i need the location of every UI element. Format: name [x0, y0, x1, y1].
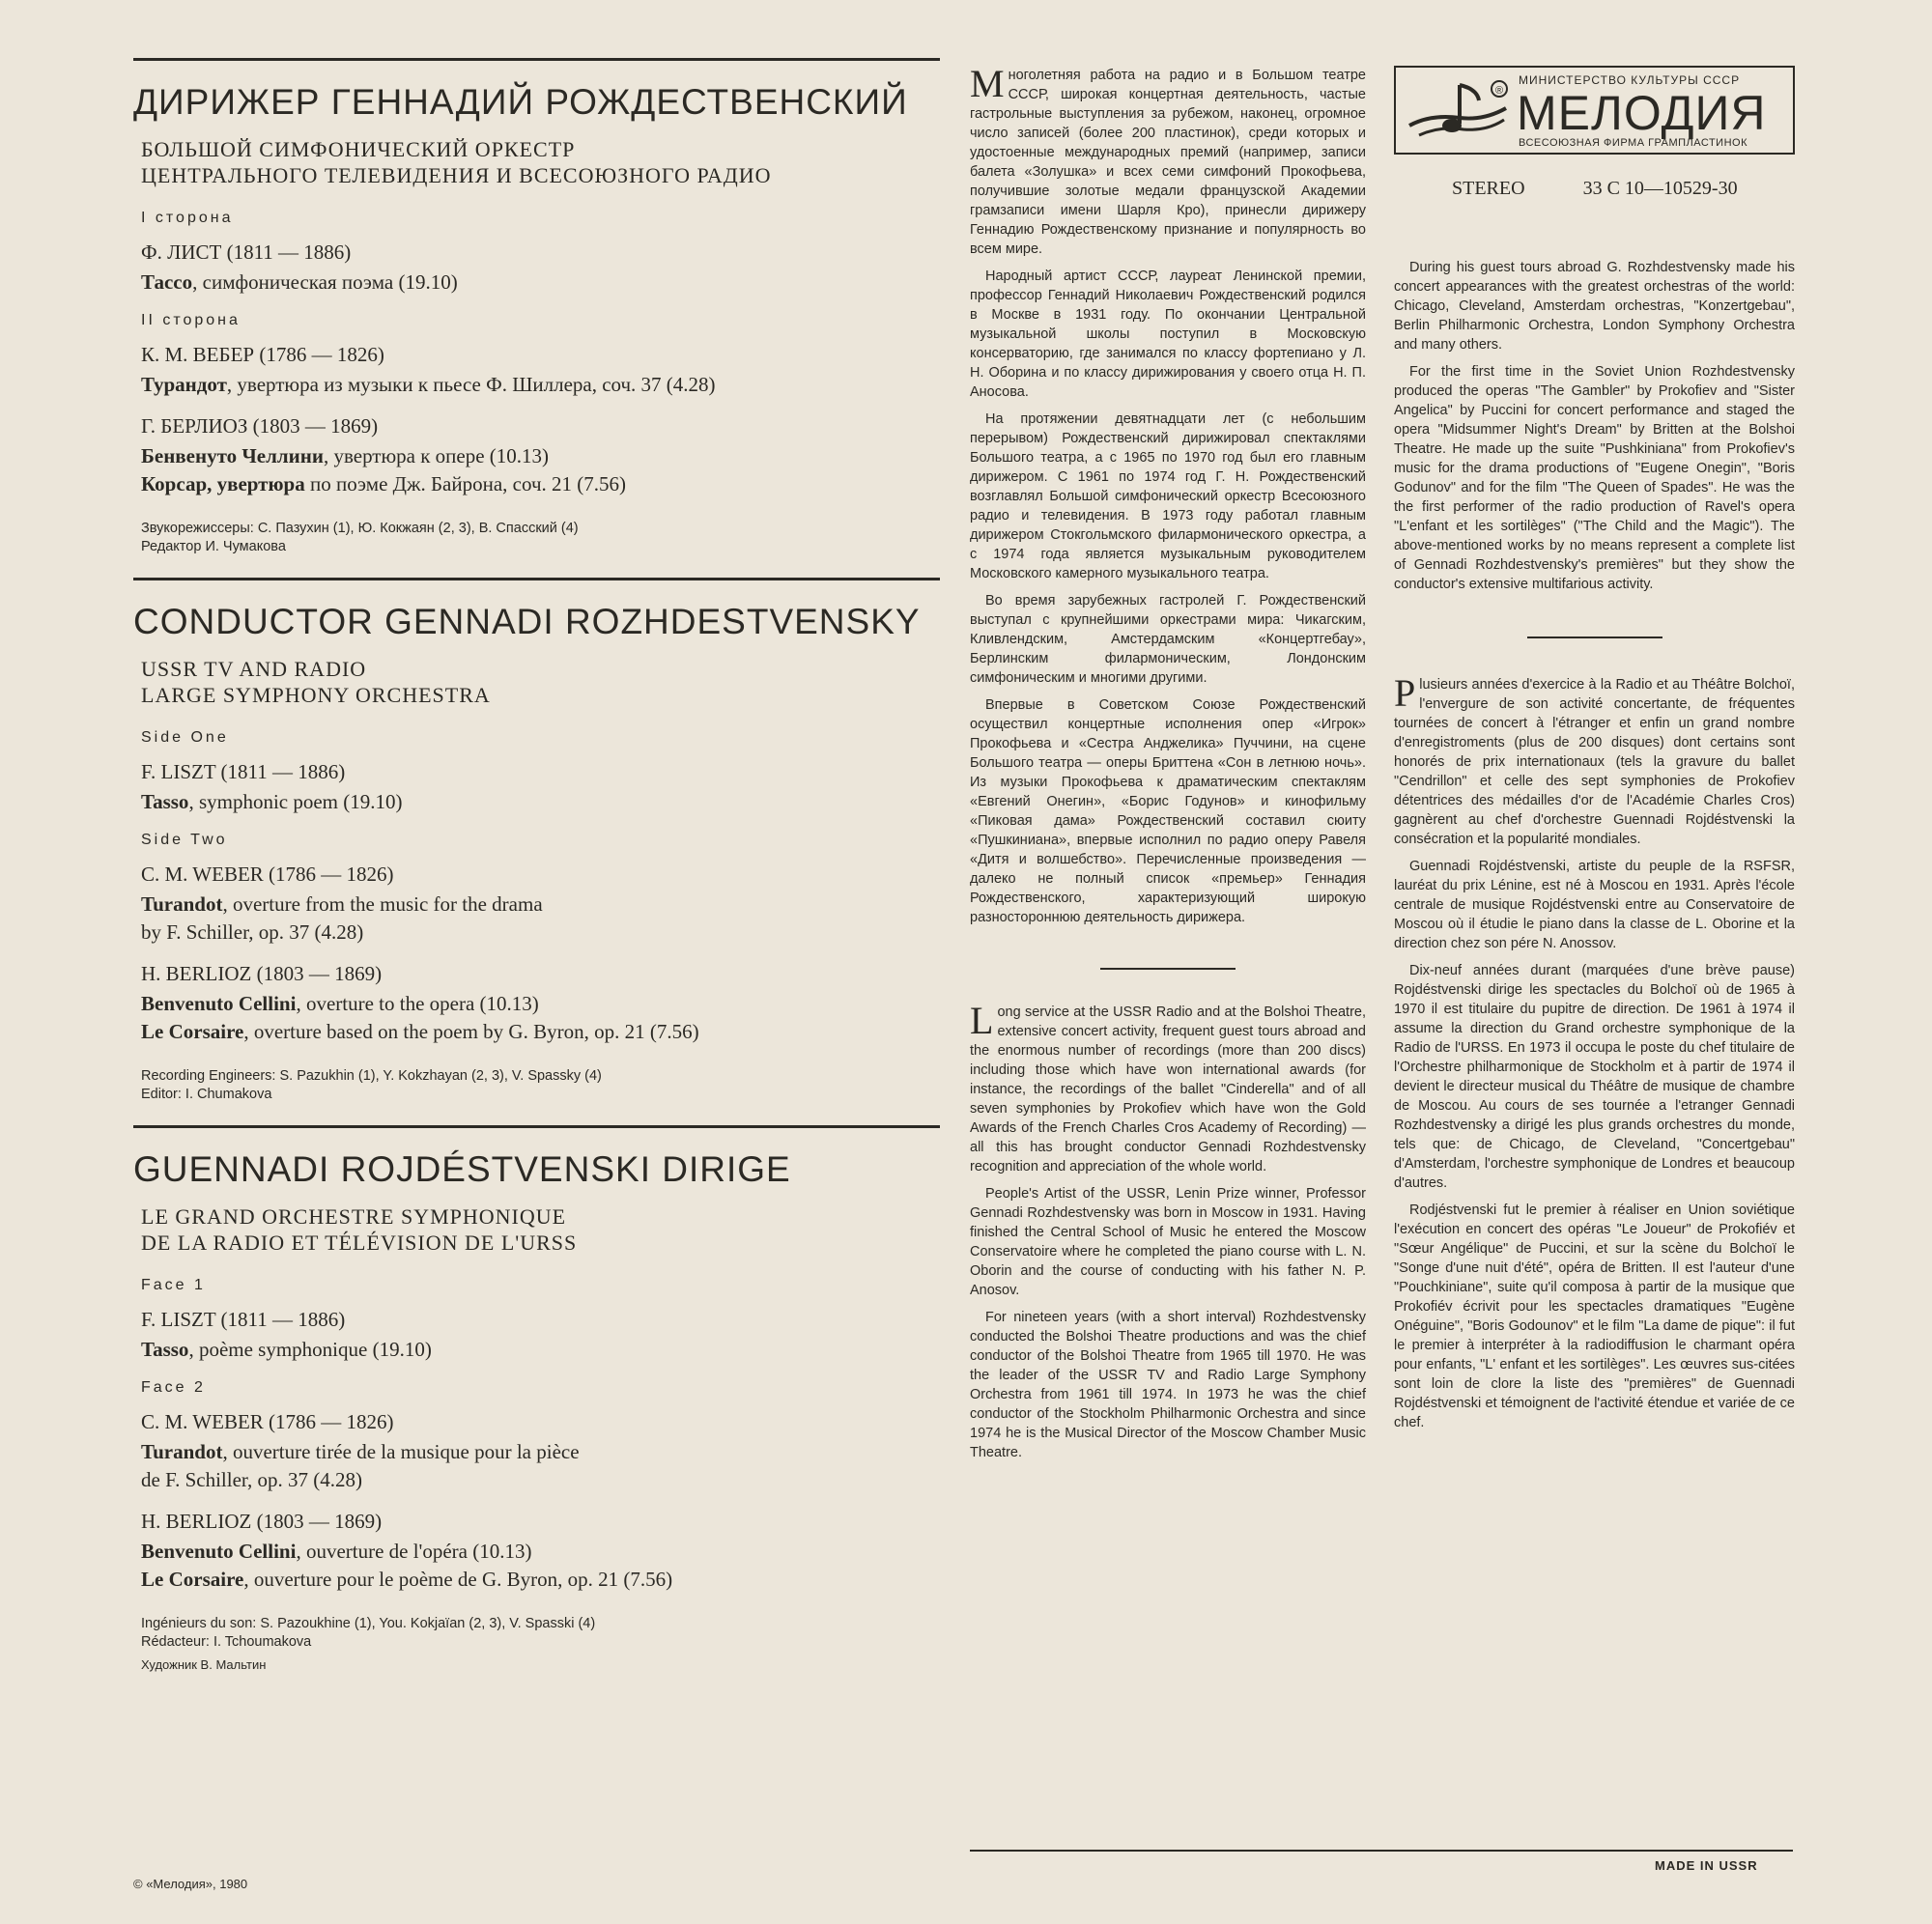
- paragraph: На протяжении девятнадцати лет (с небольшим перерывом) Рождественский дирижировал спектаклями Большого театра, а с 1965 по 1970 год был его главным дирижером. С 1961 по 1974 год Г. Н. Рождественский возглавлял Большой симфонический оркестр Всесоюзного радио и телевидения. В 1973 году работал главным дирижером Стокгольмского филармонического оркестра, а с 1974 года является музыкальным руководителем Московского камерного музыкального театра.: [970, 411, 1366, 581]
- side-label: Side One: [141, 729, 229, 746]
- divider: [133, 578, 940, 580]
- paragraph: Впервые в Советском Союзе Рождественский осуществил концертные исполнения опер «Игрок» Прокофьева и «Сестра Анджелика» Пуччини, на сцене Большого театра — оперы Бриттена «Сон в летнюю ночь». Из музыки Прокофьева к драматическим спектаклям «Евгений Онегин», «Борис Годунов» и кинофильму «Пиковая дама» Рождественский составил сюиту «Пушкиниана», впервые исполнил по радио оперу Равеля «Дитя и волшебство». Перечисленные произведения — далеко не полный список «премьер» Геннадия Рождественского, характеризующий широкую разностороннюю деятельность дирижера.: [970, 697, 1366, 925]
- orchestra-line: DE LA RADIO ET TÉLÉVISION DE L'URSS: [141, 1231, 578, 1255]
- work: Le Corsaire, overture based on the poem by G. Byron, op. 21 (7.56): [141, 1020, 699, 1043]
- paragraph: For nineteen years (with a short interval) Rozhdestvensky conducted the Bolshoi Theatre productions and was the chief conductor of the Bolshoi Theatre from 1965 till 1970. He was the leader of the USSR TV and Radio Large Symphony Orchestra from 1961 till 1974. In 1973 he was the chief conductor of the Stockholm Philharmonic Orchestra and since 1974 he is the Musical Director of the Moscow Chamber Music Theatre.: [970, 1310, 1366, 1460]
- editor-credit: Редактор И. Чумакова: [141, 539, 286, 554]
- dropcap: L: [970, 999, 994, 1042]
- russian-orchestra: [141, 136, 940, 188]
- paragraph: Многолетняя работа на радио и в Большом театре СССР, широкая концертная деятельность, частые гастрольные выступления за рубежом, наконец, огромное число записей (более 200 пластинок), среди которых и удостоенные международных премий (например, записи балета «Золушка» и всех семи симфоний Прокофьева, получившие золотые медали французской Академии грамзаписи имени Шарля Кро), принесли дирижеру Геннадию Рождественскому признание и популярность во всем мире.: [970, 62, 1366, 257]
- composer: H. BERLIOZ (1803 — 1869): [141, 1510, 383, 1533]
- firm-label: ВСЕСОЮЗНАЯ ФИРМА ГРАМПЛАСТИНОК: [1519, 137, 1747, 149]
- work: Tasso, symphonic poem (19.10): [141, 790, 403, 813]
- orchestra-line: LE GRAND ORCHESTRE SYMPHONIQUE: [141, 1204, 567, 1229]
- russian-title: ДИРИЖЕР ГЕННАДИЙ РОЖДЕСТВЕНСКИЙ: [133, 82, 908, 122]
- tracklist-column: [133, 58, 940, 1672]
- melodiya-logo: [1394, 66, 1795, 155]
- work: Turandot, ouverture tirée de la musique pour la pièce: [141, 1440, 580, 1463]
- dropcap: P: [1394, 671, 1416, 715]
- engineers-credit: Звукорежиссеры: С. Пазухин (1), Ю. Кокжаян (2, 3), В. Спасский (4): [141, 521, 579, 536]
- work: Корсар, увертюра по поэме Дж. Байрона, соч. 21 (7.56): [141, 472, 626, 495]
- orchestra-line: LARGE SYMPHONY ORCHESTRA: [141, 683, 491, 707]
- composer: К. М. ВЕБЕР (1786 — 1826): [141, 343, 384, 366]
- work: Le Corsaire, ouverture pour le poème de G. Byron, op. 21 (7.56): [141, 1568, 673, 1591]
- melodiya-emblem-icon: [1402, 75, 1513, 149]
- composer: Ф. ЛИСТ (1811 — 1886): [141, 240, 352, 264]
- work: Benvenuto Cellini, overture to the opera (10.13): [141, 992, 539, 1015]
- paragraph: Long service at the USSR Radio and at the Bolshoi Theatre, extensive concert activity, frequent guest tours abroad and the enormous number of recordings (more than 200 discs) including those which have won international awards (for instance, the recordings of the ballet "Cinderella" and of all seven symphonies by Prokofiev which have won the Gold Awards of the French Charles Cros Academy of Recording) — all this has brought conductor Gennadi Rozhdestvensky recognition and appreciation of the whole world.: [970, 999, 1366, 1174]
- paragraph: Guennadi Rojdéstvenski, artiste du peuple de la RSFSR, lauréat du prix Lénine, est né à Moscou en 1931. Après l'école centrale de musique Rojdéstvenski entre au Conservatoire de Moscou où il étudie le piano dans la classe de L. Oborine et la direction chez son pére N. Anossov.: [1394, 859, 1795, 951]
- brand-name: МЕЛОДИЯ: [1517, 86, 1767, 140]
- english-orchestra: [141, 656, 940, 708]
- credits: [141, 1067, 940, 1104]
- divider: [970, 1850, 1793, 1852]
- composer: F. LISZT (1811 — 1886): [141, 760, 346, 783]
- french-title: GUENNADI ROJDÉSTVENSKI DIRIGE: [133, 1149, 791, 1189]
- catalog-number: 33 С 10—10529-30: [1582, 178, 1738, 199]
- divider: [133, 1125, 940, 1128]
- notes-column-middle: [970, 62, 1366, 1470]
- work: Turandot, overture from the music for the drama: [141, 892, 543, 916]
- work: Benvenuto Cellini, ouverture de l'opéra (10.13): [141, 1540, 532, 1563]
- format-label: STEREO: [1452, 178, 1525, 199]
- work: Tasso, poème symphonique (19.10): [141, 1338, 432, 1361]
- paragraph: Во время зарубежных гастролей Г. Рождественский выступал с крупнейшими оркестрами мира: Чикагским, Кливлендским, Амстердамским «Концертгебау», Берлинским филармоническим, Лондонским симфоническим и многими другими.: [970, 593, 1366, 686]
- editor-credit: Editor: I. Chumakova: [141, 1087, 272, 1102]
- engineers-credit: Ingénieurs du son: S. Pazoukhine (1), You. Kokjaïan (2, 3), V. Spasski (4): [141, 1616, 596, 1631]
- paragraph: Народный артист СССР, лауреат Ленинской премии, профессор Геннадий Николаевич Рождественский родился в Москве в 1931 году. По окончании Центральной музыкальной школы поступил в Московскую консерваторию, где занимался по классу фортепиано у Л. Н. Оборина и по классу дирижирования у своего отца Н. П. Аносова.: [970, 269, 1366, 400]
- paragraph: People's Artist of the USSR, Lenin Prize winner, Professor Gennadi Rozhdestvensky was born in Moscow in 1931. Having finished the Central School of Music he entered the Moscow Conservatoire where he completed the piano course with L. N. Oborin and the course of conducting with his father N. P. Anosov.: [970, 1186, 1366, 1298]
- side-label: II сторона: [141, 312, 241, 328]
- side-label: Face 2: [141, 1379, 206, 1396]
- engineers-credit: Recording Engineers: S. Pazukhin (1), Y. Kokzhayan (2, 3), V. Spassky (4): [141, 1068, 602, 1084]
- orchestra-line: БОЛЬШОЙ СИМФОНИЧЕСКИЙ ОРКЕСТР: [141, 137, 576, 161]
- paragraph: During his guest tours abroad G. Rozhdestvensky made his concert appearances with the greatest orchestras of the world: Chicago, Cleveland, Amsterdam orchestras, "Konzertgebau", Berlin Philharmonic Orchestra, London Symphony Orchestra and many others.: [1394, 260, 1795, 353]
- composer: Г. БЕРЛИОЗ (1803 — 1869): [141, 414, 379, 438]
- composer: F. LISZT (1811 — 1886): [141, 1308, 346, 1331]
- credits: [141, 1615, 940, 1652]
- work: Бенвенуто Челлини, увертюра к опере (10.13): [141, 444, 550, 467]
- made-in-label: MADE IN USSR: [1655, 1858, 1758, 1873]
- work: de F. Schiller, op. 37 (4.28): [141, 1468, 363, 1491]
- ministry-label: МИНИСТЕРСТВО КУЛЬТУРЫ СССР: [1519, 73, 1741, 87]
- work: by F. Schiller, op. 37 (4.28): [141, 920, 364, 944]
- paragraph: Rodjéstvenski fut le premier à réaliser en Union soviétique l'exécution en concert des opéras "Le Joueur" de Prokofiév et "Sœur Angélique" de Puccini, et sur la scène du Bolchoï le "Songe d'une nuit d'été", opéra de Britten. Il est l'auteur d'une "Pouchkiniane", suite qu'il composa à partir de la musique que Prokofiév écrivit pour les spectacles dramatiques "Eugène Onéguine", "Boris Godounov" et le film "La dame de pique": il fut le premier à interpréter à la radiodiffusion le charmant opéra pour enfants, "L' enfant et les sortilèges". Les œuvres sus-citées sont loin de clore la liste des "premières" de Guennadi Rojdéstvenski et témoignent de l'activité étendue et variée de ce chef.: [1394, 1202, 1795, 1430]
- paragraph: Dix-neuf années durant (marquées d'une brève pause) Rojdéstvenski dirige les spectacles du Bolchoï où de 1965 à 1970 il est titulaire du pupitre de direction. De 1961 à 1974 il assume la direction du Grand orchestre symphonique de la Radio de l'URSS. En 1973 il occupa le poste du chef titulaire de l'Orchestre philharmonique de Stockholm et à partir de 1974 il devient le directeur musical du Théâtre de musique de chambre de Moscou. Au cours de ses tournée a l'etranger Gennadi Rozhdestvensky a dirigé les plus grands orchestres du monde, tels que: de Chicago, de Cleveland, "Concertgebau" d'Amsterdam, l'orchestre symphonique de Londres et beaucoup d'autres.: [1394, 963, 1795, 1191]
- work: Турандот, увертюра из музыки к пьесе Ф. Шиллера, соч. 37 (4.28): [141, 373, 716, 396]
- composer: H. BERLIOZ (1803 — 1869): [141, 962, 383, 985]
- paragraph: Plusieurs années d'exercice à la Radio et au Théâtre Bolchoï, l'envergure de son activité concertante, de fréquentes tournées de concert à l'étranger et enfin un grand nombre d'enregistroments (plus de 200 disques) dont certains sont honorés de prix internationaux (tels la gravure du ballet "Cendrillon" et celle des sept symphonies de Prokofiev détentrices des médailles d'or de l'Académie Charles Cros) gagnèrent au chef d'orchestre Guennadi Rojdéstvenski la consécration et la popularité mondiales.: [1394, 671, 1795, 847]
- orchestra-line: ЦЕНТРАЛЬНОГО ТЕЛЕВИДЕНИЯ И ВСЕСОЮЗНОГО РАДИО: [141, 163, 772, 187]
- notes-column-right: [1394, 66, 1795, 1440]
- paragraph: For the first time in the Soviet Union Rozhdestvensky produced the operas "The Gambler" by Prokofiev and "Sister Angelica" by Puccini for concert performance and staged the opera "Midsummer Night's Dream" by Britten at the Bolshoi Theatre. He made up the suite "Pushkiniana" from Prokofiev's music for the drama productions of "Eugene Onegin", "Boris Godunov" and for the film "The Queen of Spades". He was the the first performer of the radio production of Ravel's opera "L'enfant et les sortilèges" ("The Child and the Magic"). The above-mentioned works by no means represent a complete list of Gennadi Rozhdestvensky's premières" but they show the conductor's extensive multifarious activity.: [1394, 364, 1795, 592]
- credits: [141, 520, 940, 556]
- side-label: I сторона: [141, 210, 234, 226]
- catalog-line: [1452, 178, 1795, 200]
- dropcap: М: [970, 62, 1005, 105]
- french-orchestra: [141, 1203, 940, 1256]
- artist-credit: Художник В. Мальтин: [141, 1657, 267, 1672]
- side-label: Face 1: [141, 1277, 206, 1293]
- side-label: Side Two: [141, 832, 228, 848]
- english-title: CONDUCTOR GENNADI ROZHDESTVENSKY: [133, 602, 921, 641]
- composer: C. M. WEBER (1786 — 1826): [141, 1410, 394, 1433]
- editor-credit: Rédacteur: I. Tchoumakova: [141, 1634, 312, 1650]
- work: Тассо, симфоническая поэма (19.10): [141, 270, 458, 294]
- orchestra-line: USSR TV AND RADIO: [141, 657, 367, 681]
- copyright: © «Мелодия», 1980: [133, 1877, 248, 1891]
- composer: C. M. WEBER (1786 — 1826): [141, 863, 394, 886]
- registered-mark: ®: [1495, 85, 1504, 97]
- divider: [133, 58, 940, 61]
